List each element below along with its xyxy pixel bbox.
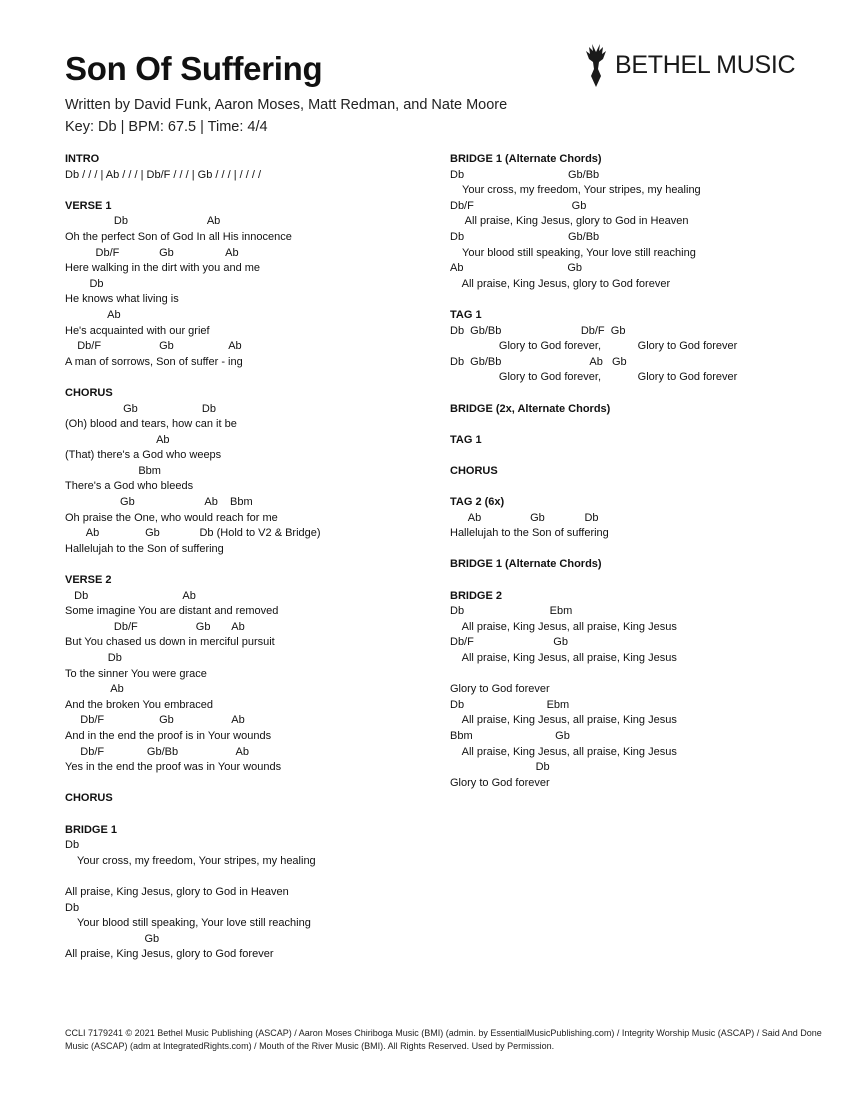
lyric-line: All praise, King Jesus, glory to God forever xyxy=(65,948,274,961)
spacer-line xyxy=(65,557,435,573)
song-title: Son Of Suffering xyxy=(65,50,323,87)
chord-line: Db/F Gb Ab xyxy=(65,714,245,727)
section-heading: INTRO xyxy=(65,153,100,165)
chord-line: Db xyxy=(450,761,550,774)
chord-line: Db Ab xyxy=(65,589,196,602)
section-heading: CHORUS xyxy=(65,386,113,399)
lyric-line: Here walking in the dirt with you and me xyxy=(65,262,261,275)
lyric-line: He knows what living is xyxy=(65,293,179,306)
copyright-footer: CCLI 7179241 © 2021 Bethel Music Publishing (ASCAP) / Aaron Moses Chiriboga Music (BMI) (admin. by EssentialMusicPublishing.com) / Integrity Worship Music (ASCAP) / Said And Done Music (ASCAP) (adm at IntegratedRights.com) / Mouth of the River Music (BMI). All Rights Reserved. Used by Permission. xyxy=(65,1028,822,1051)
lyric-line: Your blood still speaking, Your love still reaching xyxy=(65,917,311,930)
chord-line: Gb xyxy=(65,932,160,945)
chord-line: Ab Gb xyxy=(450,262,583,275)
chord-line: Db Ebm xyxy=(450,698,570,711)
spacer-line xyxy=(65,776,435,792)
chord-line: Gb Ab Bbm xyxy=(65,496,253,509)
chart-column-left xyxy=(65,152,435,963)
chord-line: Db Ebm xyxy=(450,605,573,618)
section-heading: VERSE 1 xyxy=(65,199,112,212)
chord-line: Db xyxy=(65,652,122,664)
lyric-line: Glory to God forever, Glory to God forever xyxy=(450,340,738,353)
lyric-line: Your cross, my freedom, Your stripes, my healing xyxy=(65,854,316,867)
section-heading: BRIDGE 1 (Alternate Chords) xyxy=(450,153,602,165)
chord-line: Db Gb/Bb xyxy=(450,230,600,243)
lyric-line: He's acquainted with our grief xyxy=(65,324,210,337)
spacer-line xyxy=(450,573,750,589)
chord-line: Ab Gb Db (Hold to V2 & Bridge) xyxy=(65,527,321,540)
chord-line: Db/F Gb xyxy=(450,199,587,212)
chord-line: Db Gb/Bb xyxy=(450,168,600,181)
lyric-line: All praise, King Jesus, all praise, King Jesus xyxy=(450,714,677,727)
brand-logo xyxy=(583,42,795,88)
lyric-line: All praise, King Jesus, all praise, King Jesus xyxy=(450,745,677,758)
section-heading: BRIDGE 2 xyxy=(450,589,502,602)
spacer-line xyxy=(65,370,435,386)
chord-line: Db/F Gb Ab xyxy=(65,246,239,259)
chord-line: Bbm xyxy=(65,464,161,477)
lyric-line: And the broken You embraced xyxy=(65,698,214,711)
chord-line: Db Ab xyxy=(65,215,221,228)
spacer-line xyxy=(450,667,750,683)
brand-name: BETHEL MUSIC xyxy=(615,50,796,79)
deer-head-icon xyxy=(583,42,609,88)
chord-line: Db xyxy=(65,901,80,914)
lyric-line: Your cross, my freedom, Your stripes, my healing xyxy=(450,184,701,197)
chord-line: Gb Db xyxy=(65,402,216,415)
lyric-line: Glory to God forever, Glory to God forever xyxy=(450,371,738,384)
section-heading: BRIDGE (2x, Alternate Chords) xyxy=(450,402,611,415)
lyric-line: And in the end the proof is in Your wounds xyxy=(65,729,272,742)
lyric-line: Hallelujah to the Son of suffering xyxy=(450,527,609,540)
spacer-line xyxy=(450,386,750,402)
lyric-line: All praise, King Jesus, all praise, King Jesus xyxy=(450,652,677,664)
chord-line: Ab xyxy=(65,433,170,446)
section-heading: VERSE 2 xyxy=(65,574,112,587)
lyric-line: (Oh) blood and tears, how can it be xyxy=(65,418,237,431)
spacer-line xyxy=(450,292,750,308)
section-heading: TAG 2 (6x) xyxy=(450,496,505,509)
spacer-line xyxy=(65,869,435,885)
lyric-line: Glory to God forever xyxy=(450,776,550,789)
spacer-line xyxy=(65,183,435,199)
lyric-line: Glory to God forever xyxy=(450,683,550,696)
lyric-line: To the sinner You were grace xyxy=(65,667,207,680)
lyric-line: But You chased us down in merciful pursuit xyxy=(65,636,275,649)
chord-line: Bbm Gb xyxy=(450,729,570,742)
lyric-line: Your blood still speaking, Your love still reaching xyxy=(450,246,696,259)
spacer-line xyxy=(450,417,750,433)
lyric-line: A man of sorrows, Son of suffer - ing xyxy=(65,355,243,368)
lyric-line: (That) there's a God who weeps xyxy=(65,449,222,462)
section-heading: CHORUS xyxy=(65,792,113,805)
spacer-line xyxy=(450,542,750,558)
lyric-line: All praise, King Jesus, glory to God in Heaven xyxy=(65,885,289,898)
spacer-line xyxy=(450,448,750,464)
spacer-line xyxy=(450,479,750,495)
chord-line: Db xyxy=(65,277,104,290)
lyric-line: Some imagine You are distant and removed xyxy=(65,605,279,618)
section-heading: TAG 1 xyxy=(450,308,482,321)
lyric-line: All praise, King Jesus, glory to God forever xyxy=(450,277,671,290)
lyric-line: There's a God who bleeds xyxy=(65,480,194,493)
chord-line: Db Gb/Bb Ab Gb xyxy=(450,355,627,368)
chart-column-right xyxy=(450,152,750,791)
lyric-line: Oh the perfect Son of God In all His innocence xyxy=(65,230,292,243)
section-heading: BRIDGE 1 xyxy=(65,823,117,836)
lyric-line: All praise, King Jesus, all praise, King Jesus xyxy=(450,620,677,633)
chord-line: Db xyxy=(65,839,80,852)
lyric-line: All praise, King Jesus, glory to God in Heaven xyxy=(450,215,689,228)
songwriter-credits: Written by David Funk, Aaron Moses, Matt Redman, and Nate Moore xyxy=(65,97,508,113)
spacer-line xyxy=(65,807,435,823)
chord-line: Db/F Gb xyxy=(450,636,568,649)
chord-line: Db Gb/Bb Db/F Gb xyxy=(450,324,626,337)
section-heading: TAG 1 xyxy=(450,433,482,446)
key-bpm-time: Key: Db | BPM: 67.5 | Time: 4/4 xyxy=(65,119,268,135)
lyric-line: Db / / / | Ab / / / | Db/F / / / | Gb / / / | / / / / xyxy=(65,168,262,181)
lyric-line: Yes in the end the proof was in Your wounds xyxy=(65,761,282,774)
chord-line: Db/F Gb Ab xyxy=(65,340,242,353)
section-heading: CHORUS xyxy=(450,464,498,477)
chord-line: Ab xyxy=(65,683,124,696)
section-heading: BRIDGE 1 (Alternate Chords) xyxy=(450,558,602,571)
chord-line: Ab Gb Db xyxy=(450,511,599,524)
lyric-line: Oh praise the One, who would reach for me xyxy=(65,511,278,524)
lyric-line: Hallelujah to the Son of suffering xyxy=(65,542,224,555)
chord-line: Ab xyxy=(65,308,121,321)
chord-line: Db/F Gb/Bb Ab xyxy=(65,745,250,758)
chord-line: Db/F Gb Ab xyxy=(65,620,245,633)
